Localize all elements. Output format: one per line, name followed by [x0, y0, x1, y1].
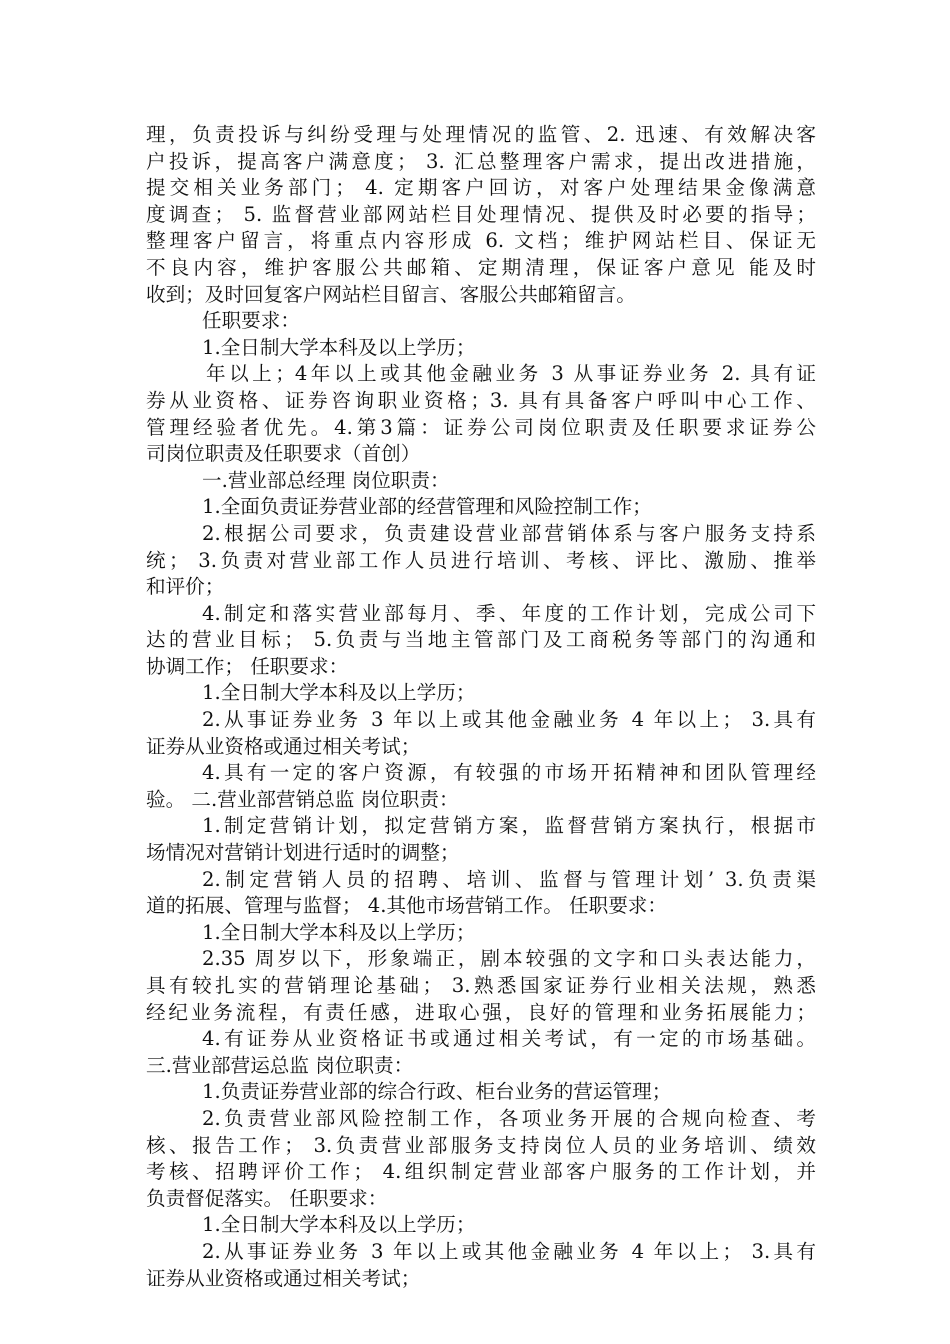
- text-line: 1.制定营销计划，拟定营销方案，监督营销方案执行，根据市: [202, 814, 816, 838]
- text-line: 1.全日制大学本科及以上学历；: [202, 1213, 476, 1237]
- text-line: 不良内容，维护客服公共邮箱、定期清理，保证客户意见 能及时: [146, 255, 816, 279]
- text-line: 一.营业部总经理 岗位职责：: [202, 468, 450, 492]
- text-line: 2.从事证券业务 3 年以上或其他金融业务 4 年以上； 3.具有: [202, 1239, 816, 1263]
- text-line: 场情况对营销计划进行适时的调整；: [146, 841, 460, 865]
- text-line: 考核、招聘评价工作； 4.组织制定营业部客户服务的工作计划，并: [146, 1160, 816, 1184]
- text-line: 和评价；: [146, 575, 225, 599]
- text-line: 1.全面负责证券营业部的经营管理和风险控制工作；: [202, 495, 652, 519]
- text-line: 1.负责证券营业部的综合行政、柜台业务的营运管理；: [202, 1080, 672, 1104]
- text-line: 三.营业部营运总监 岗位职责：: [146, 1053, 414, 1077]
- text-line: 理，负责投诉与纠纷受理与处理情况的监管、2. 迅速、有效解决客: [146, 123, 816, 146]
- text-line: 1.全日制大学本科及以上学历；: [202, 920, 476, 944]
- text-line: 整理客户留言，将重点内容形成 6. 文档；维护网站栏目、保证无: [146, 229, 816, 253]
- text-line: 统； 3.负责对营业部工作人员进行培训、考核、评比、激励、推举: [146, 548, 816, 572]
- text-line: 经纪业务流程，有责任感，进取心强，良好的管理和业务拓展能力；: [146, 1000, 816, 1024]
- text-line: 具有较扎实的营销理论基础； 3.熟悉国家证券行业相关法规，熟悉: [146, 974, 816, 997]
- text-line: 验。 二.营业部营销总监 岗位职责：: [146, 787, 459, 811]
- text-line: 券从业资格、证券咨询职业资格；3. 具有具备客户呼叫中心工作、: [146, 388, 816, 412]
- text-line: 管理经验者优先。4.第3篇：证券公司岗位职责及任职要求证券公: [146, 415, 816, 439]
- text-line: 4.具有一定的客户资源，有较强的市场开拓精神和团队管理经: [202, 761, 816, 785]
- text-line: 收到；及时回复客户网站栏目留言、客服公共邮箱留言。: [146, 282, 636, 306]
- text-line: 负责督促落实。 任职要求：: [146, 1186, 388, 1210]
- text-line: 度调查； 5. 监督营业部网站栏目处理情况、提供及时必要的指导；: [146, 202, 816, 226]
- text-line: 司岗位职责及任职要求（首创）: [146, 442, 421, 466]
- text-line: 提交相关业务部门； 4. 定期客户回访，对客户处理结果金像满意: [146, 176, 816, 200]
- text-line: 2.制定营销人员的招聘、培训、监督与管理计划’ 3.负责渠: [202, 867, 816, 891]
- document-body: [146, 122, 816, 1292]
- text-line: 达的营业目标； 5.负责与当地主管部门及工商税务等部门的沟通和: [146, 628, 816, 652]
- text-line: 任职要求：: [202, 309, 300, 333]
- text-line: 证券从业资格或通过相关考试；: [146, 734, 421, 758]
- text-line: 年以上；4年以上或其他金融业务 3 从事证券业务 2. 具有证: [206, 362, 816, 386]
- text-line: 证券从业资格或通过相关考试；: [146, 1266, 421, 1290]
- text-line: 2.负责营业部风险控制工作，各项业务开展的合规向检查、考: [202, 1106, 816, 1130]
- text-line: 核、报告工作； 3.负责营业部服务支持岗位人员的业务培训、绩效: [146, 1133, 816, 1157]
- text-line: 2.35 周岁以下，形象端正，剧本较强的文字和口头表达能力，: [202, 947, 816, 971]
- text-line: 1.全日制大学本科及以上学历；: [202, 335, 476, 359]
- text-line: 协调工作； 任职要求：: [146, 654, 349, 678]
- text-line: 4.制定和落实营业部每月、季、年度的工作计划，完成公司下: [202, 601, 816, 625]
- text-line: 4.有证券从业资格证书或通过相关考试，有一定的市场基础。: [202, 1027, 816, 1051]
- text-line: 道的拓展、管理与监督； 4.其他市场营销工作。 任职要求：: [146, 894, 667, 918]
- text-line: 2.从事证券业务 3 年以上或其他金融业务 4 年以上； 3.具有: [202, 708, 816, 732]
- text-line: 2.根据公司要求，负责建设营业部营销体系与客户服务支持系: [202, 521, 816, 545]
- text-line: 户投诉，提高客户满意度； 3. 汇总整理客户需求，提出改进措施，: [146, 149, 816, 173]
- text-line: 1.全日制大学本科及以上学历；: [202, 681, 476, 705]
